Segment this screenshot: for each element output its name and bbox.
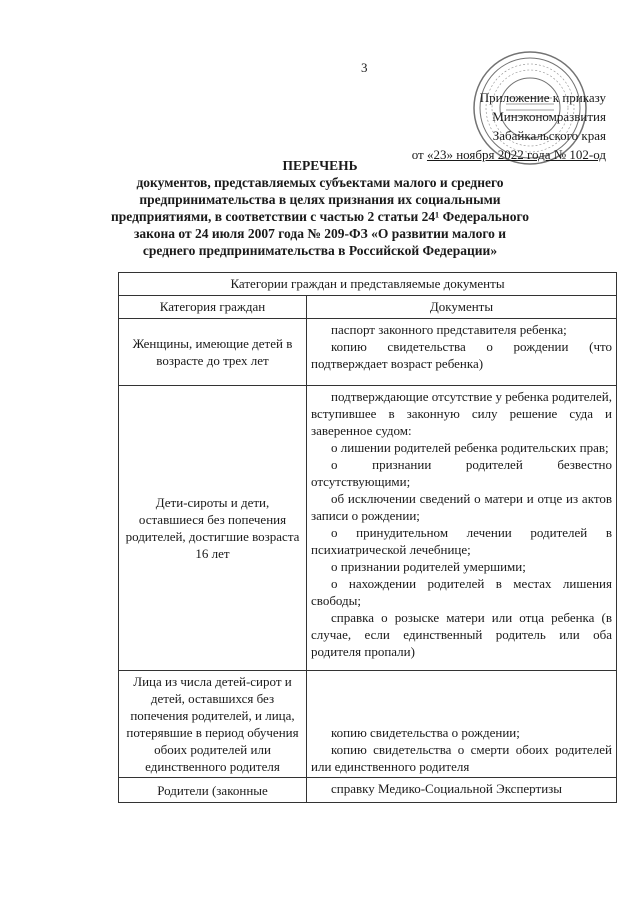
category-cell: Лица из числа детей-сирот и детей, оставшихся без попечения родителей, и лица, потерявшие в период обучения обоих родителей или единственного родителя xyxy=(119,671,307,778)
document-item: паспорт законного представителя ребенка; xyxy=(331,322,567,337)
approval-header xyxy=(412,88,606,164)
document-item: о лишении родителей ребенка родительских прав; xyxy=(331,440,609,455)
table-row xyxy=(119,671,617,778)
documents-cell xyxy=(307,319,617,386)
documents-cell xyxy=(307,671,617,778)
document-item: об исключении сведений о матери и отце из актов записи о рождении; xyxy=(311,491,612,523)
document-item: подтверждающие отсутствие у ребенка родителей, вступившее в законную силу решение суда и заверенное судом: xyxy=(311,389,612,438)
document-item: копию свидетельства о рождении (что подтверждает возраст ребенка) xyxy=(311,339,612,371)
category-cell: Женщины, имеющие детей в возрасте до трех лет xyxy=(119,319,307,386)
header-date-prefix: от xyxy=(411,147,427,162)
header-date: «23» ноября 2022 года № 102-од xyxy=(426,147,606,162)
document-item: о признании родителей безвестно отсутствующими; xyxy=(311,457,612,489)
header-line-2: Минэкономразвития xyxy=(492,109,606,124)
document-item: копию свидетельства о смерти обоих родителей или единственного родителя xyxy=(311,742,612,774)
document-item: о нахождении родителей в местах лишения свободы; xyxy=(311,576,612,608)
document-item: о принудительном лечении родителей в психиатрической лечебнице; xyxy=(311,525,612,557)
header-line-1: Приложение к приказу xyxy=(479,90,606,105)
document-item: о признании родителей умершими; xyxy=(331,559,526,574)
column-header-category: Категория граждан xyxy=(119,296,307,319)
page-number: 3 xyxy=(361,60,368,75)
category-cell: Родители (законные xyxy=(119,778,307,803)
table-row xyxy=(119,319,617,386)
header-line-3: Забайкальского края xyxy=(492,128,606,143)
table-row xyxy=(119,386,617,671)
title-heading: ПЕРЕЧЕНЬ xyxy=(282,158,358,173)
title-body: документов, представляемых субъектами малого и среднего предпринимательства в целях признания их социальными предприятиями, в соответствии с частью 2 статьи 24¹ Федерального закона от 24 июля 2007 года № 209-ФЗ «О развитии малого и среднего предпринимательства в Российской Федерации» xyxy=(110,175,529,258)
documents-cell xyxy=(307,386,617,671)
header-line-4 xyxy=(412,145,606,164)
document-item: справку Медико-Социальной Экспертизы xyxy=(331,781,563,796)
documents-table xyxy=(118,272,617,803)
document-item: справка о розыске матери или отца ребенка (в случае, если единственный родитель или оба родителя пропали) xyxy=(311,610,612,659)
document-title xyxy=(110,157,530,259)
documents-cell xyxy=(307,778,617,803)
column-header-documents: Документы xyxy=(307,296,617,319)
table-row xyxy=(119,778,617,803)
table-caption: Категории граждан и представляемые документы xyxy=(119,273,617,296)
document-item: копию свидетельства о рождении; xyxy=(331,725,520,740)
category-cell: Дети-сироты и дети, оставшиеся без попечения родителей, достигшие возраста 16 лет xyxy=(119,386,307,671)
